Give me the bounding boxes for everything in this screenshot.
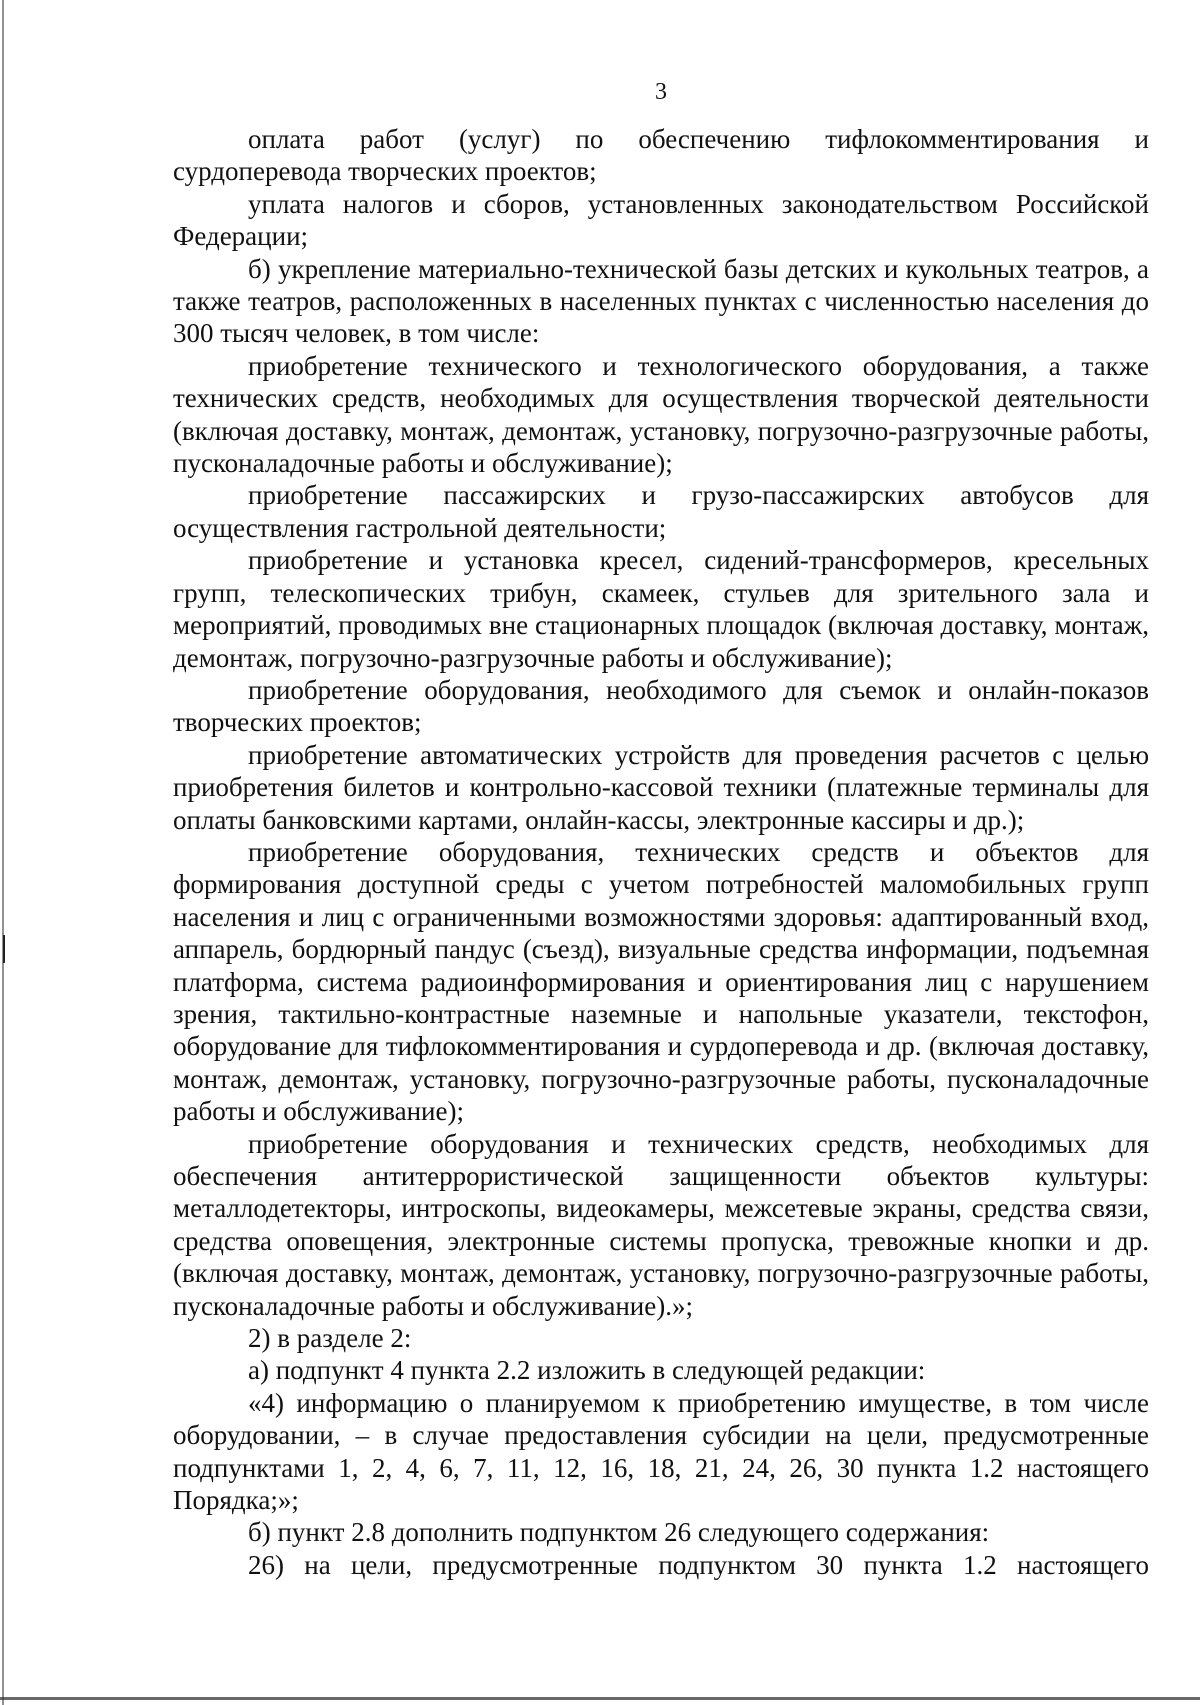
paragraph: приобретение технического и технологического оборудования, а также технических средств, необходимых для осуществления творческой деятельности (включая доставку, монтаж, демонтаж, установку, погрузочно-разгрузочные работы, пусконаладочные работы и обслуживание); (173, 350, 1149, 479)
paragraph: оплата работ (услуг) по обеспечению тифлокомментирования и сурдоперевода творческих проектов; (173, 124, 1149, 187)
paragraph: приобретение и установка кресел, сидений-трансформеров, кресельных групп, телескопических трибун, скамеек, стульев для зрительного зала и мероприятий, проводимых вне стационарных площадок (включая доставку, монтаж, демонтаж, погрузочно-разгрузочные работы и обслуживание); (173, 545, 1149, 673)
paragraph: приобретение оборудования, необходимого для съемок и онлайн-показов творческих проектов; (173, 674, 1149, 738)
paragraph: «4) информацию о планируемом к приобретению имуществе, в том числе оборудовании, – в случае предоставления субсидии на цели, предусмотренные подпунктами 1, 2, 4, 6, 7, 11, 12, 16, 18, 21, 24, 26, 30 пункта 1.2 настоящего Порядка;»; (173, 1387, 1149, 1516)
scan-left-edge (2, 0, 4, 1705)
page-number: 3 (655, 79, 667, 105)
paragraph: уплата налогов и сборов, установленных законодательством Российской Федерации; (173, 188, 1149, 252)
paragraph: а) подпункт 4 пункта 2.2 изложить в следующей редакции: (248, 1355, 926, 1386)
paragraph: 26) на цели, предусмотренные подпунктом 30 пункта 1.2 настоящего (248, 1549, 1149, 1580)
paragraph: приобретение оборудования и технических средств, необходимых для обеспечения антитеррористической защищенности объектов культуры: металлодетекторы, интроскопы, видеокамеры, межсетевые экраны, средства связи, средства оповещения, электронные системы пропуска, тревожные кнопки и др. (включая доставку, монтаж, демонтаж, установку, погрузочно-разгрузочные работы, пусконаладочные работы и обслуживание).»; (173, 1128, 1149, 1321)
paragraph: б) укрепление материально-технической базы детских и кукольных театров, а также театров, расположенных в населенных пунктах с численностью населения до 300 тысяч человек, в том числе: (173, 253, 1149, 349)
paragraph: 2) в разделе 2: (248, 1323, 412, 1354)
paragraph: приобретение автоматических устройств для проведения расчетов с целью приобретения билетов и контрольно-кассовой техники (платежные терминалы для оплаты банковскими картами, онлайн-кассы, электронные кассиры и др.); (173, 739, 1149, 835)
document-body (173, 123, 1149, 1581)
paragraph: приобретение пассажирских и грузо-пассажирских автобусов для осуществления гастрольной деятельности; (173, 480, 1149, 543)
scan-mark (3, 935, 5, 963)
paragraph: б) пункт 2.8 дополнить подпунктом 26 следующего содержания: (248, 1517, 990, 1548)
paragraph: приобретение оборудования, технических средств и объектов для формирования доступной среды с учетом потребностей маломобильных групп населения и лиц с ограниченными возможностями здоровья: адаптированный вход, аппарель, бордюрный пандус (съезд), визуальные средства информации, подъемная платформа, система радиоинформирования и ориентирования лиц с нарушением зрения, тактильно-контрастные наземные и напольные указатели, текстофон, оборудование для тифлокомментирования и сурдоперевода и др. (включая доставку, монтаж, демонтаж, установку, погрузочно-разгрузочные работы, пусконаладочные работы и обслуживание); (173, 836, 1149, 1127)
scan-bottom-edge (0, 1697, 1200, 1700)
